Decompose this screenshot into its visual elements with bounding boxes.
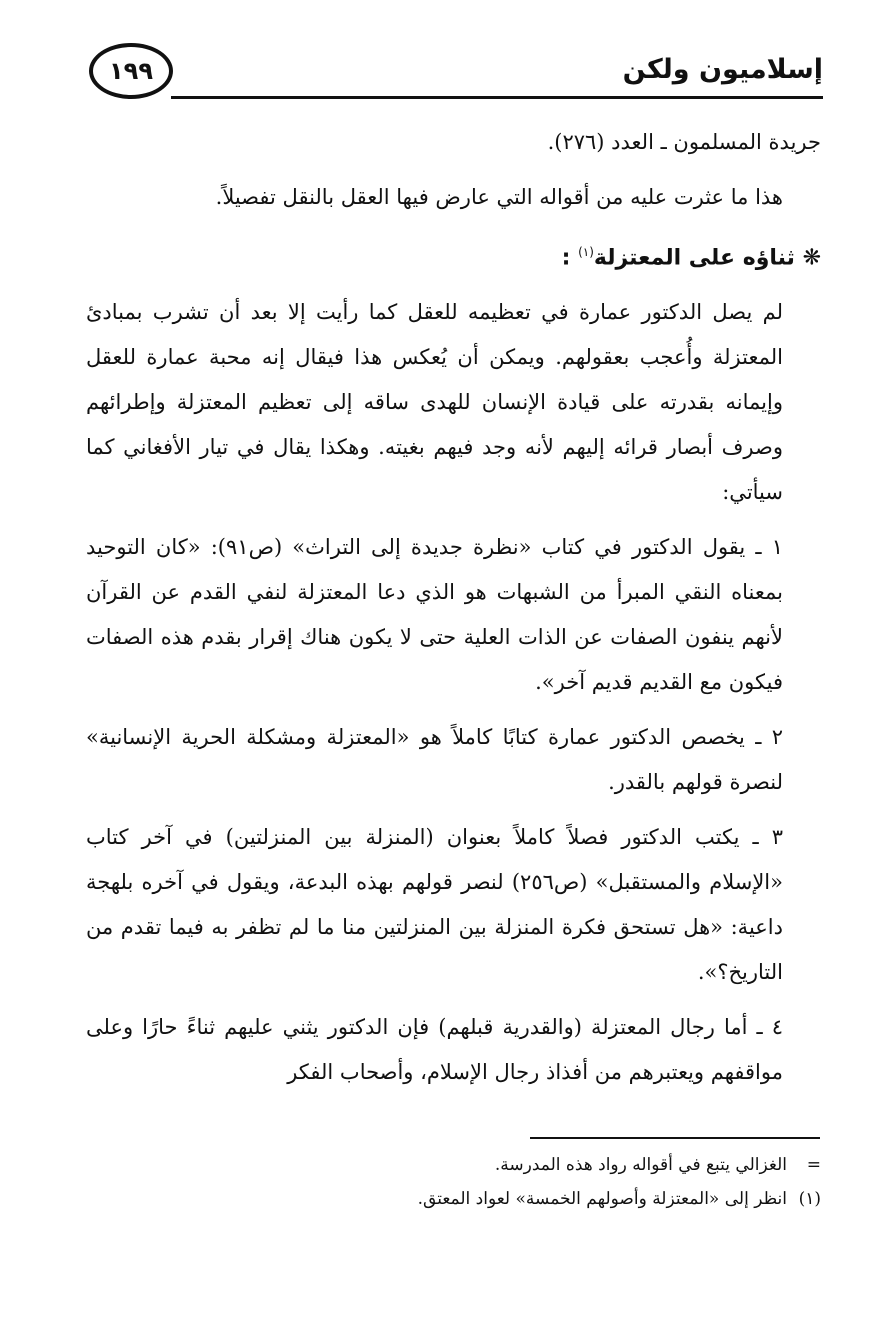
- page-number: ١٩٩: [109, 57, 153, 85]
- footnote-text: الغزالي يتبع في أقواله رواد هذه المدرسة.: [494, 1155, 787, 1175]
- footnote-separator: [530, 1137, 820, 1139]
- footnote-ref[interactable]: (١): [578, 245, 594, 259]
- heading-text: ثناؤه على المعتزلة: [593, 245, 795, 271]
- footnotes: [86, 1148, 821, 1216]
- heading-colon: :: [561, 245, 579, 271]
- paragraph: ١ ـ يقول الدكتور في كتاب «نظرة جديدة إلى التراث» (ص٩١): «كان التوحيد بمعناه النقي المبرأ من الشبهات هو الذي دعا المعتزلة لنفي القدم عن القرآن لأنهم ينفون الصفات عن الذات العلية حتى لا يكون هناك إقرار بقدم هذه الصفات فيكون مع القديم قديم آخر».: [86, 535, 783, 695]
- paragraph: لم يصل الدكتور عمارة في تعظيمه للعقل كما رأيت إلا بعد أن تشرب بمبادئ المعتزلة وأُعجب بعقولهم. ويمكن أن يُعكس هذا فيقال إنه محبة عمارة للعقل وإيمانه بقدرته على قيادة الإنسان للهدى ساقه إلى تعظيم المعتزلة وإطرائهم وصرف أبصار قرائه إليهم لأنه وجد فيهم بغيته. وهكذا يقال في تيار الأفغاني كما سيأتي:: [86, 300, 783, 505]
- footnote-number: (١): [798, 1189, 821, 1209]
- running-header: [85, 40, 823, 100]
- paragraph: هذا ما عثرت عليه من أقواله التي عارض فيها العقل بالنقل تفصيلاً.: [215, 185, 783, 209]
- header-rule: [171, 96, 823, 99]
- continuation-mark: =: [806, 1155, 821, 1175]
- body-text: [86, 120, 821, 1105]
- paragraph: ٤ ـ أما رجال المعتزلة (والقدرية قبلهم) فإن الدكتور يثني عليهم ثناءً حارًا وعلى مواقفهم ويعتبرهم من أفذاذ رجال الإسلام، وأصحاب الفكر: [86, 1015, 783, 1085]
- footnote-continuation: [86, 1148, 821, 1182]
- footnote-1: [86, 1182, 821, 1216]
- paragraph: ٢ ـ يخصص الدكتور عمارة كتابًا كاملاً هو «المعتزلة ومشكلة الحرية الإنسانية» لنصرة قولهم بالقدر.: [86, 725, 783, 795]
- footnote-text: انظر إلى «المعتزلة وأصولهم الخمسة» لعواد المعتق.: [417, 1189, 787, 1209]
- star-icon: ❋: [802, 245, 821, 271]
- paragraph: ٣ ـ يكتب الدكتور فصلاً كاملاً بعنوان (المنزلة بين المنزلتين) في آخر كتاب «الإسلام والمستقبل» (ص٢٥٦) لنصر قولهم بهذه البدعة، ويقول في آخره بلهجة داعية: «هل تستحق فكرة المنزلة بين المنزلتين منا ما لم تظفر به فيما تقدم من التاريخ؟».: [86, 825, 783, 985]
- section-heading: [86, 230, 821, 280]
- running-title: إسلاميون ولكن: [622, 54, 823, 85]
- paragraph: جريدة المسلمون ـ العدد (٢٧٦).: [547, 130, 821, 154]
- page-number-badge: [89, 43, 173, 99]
